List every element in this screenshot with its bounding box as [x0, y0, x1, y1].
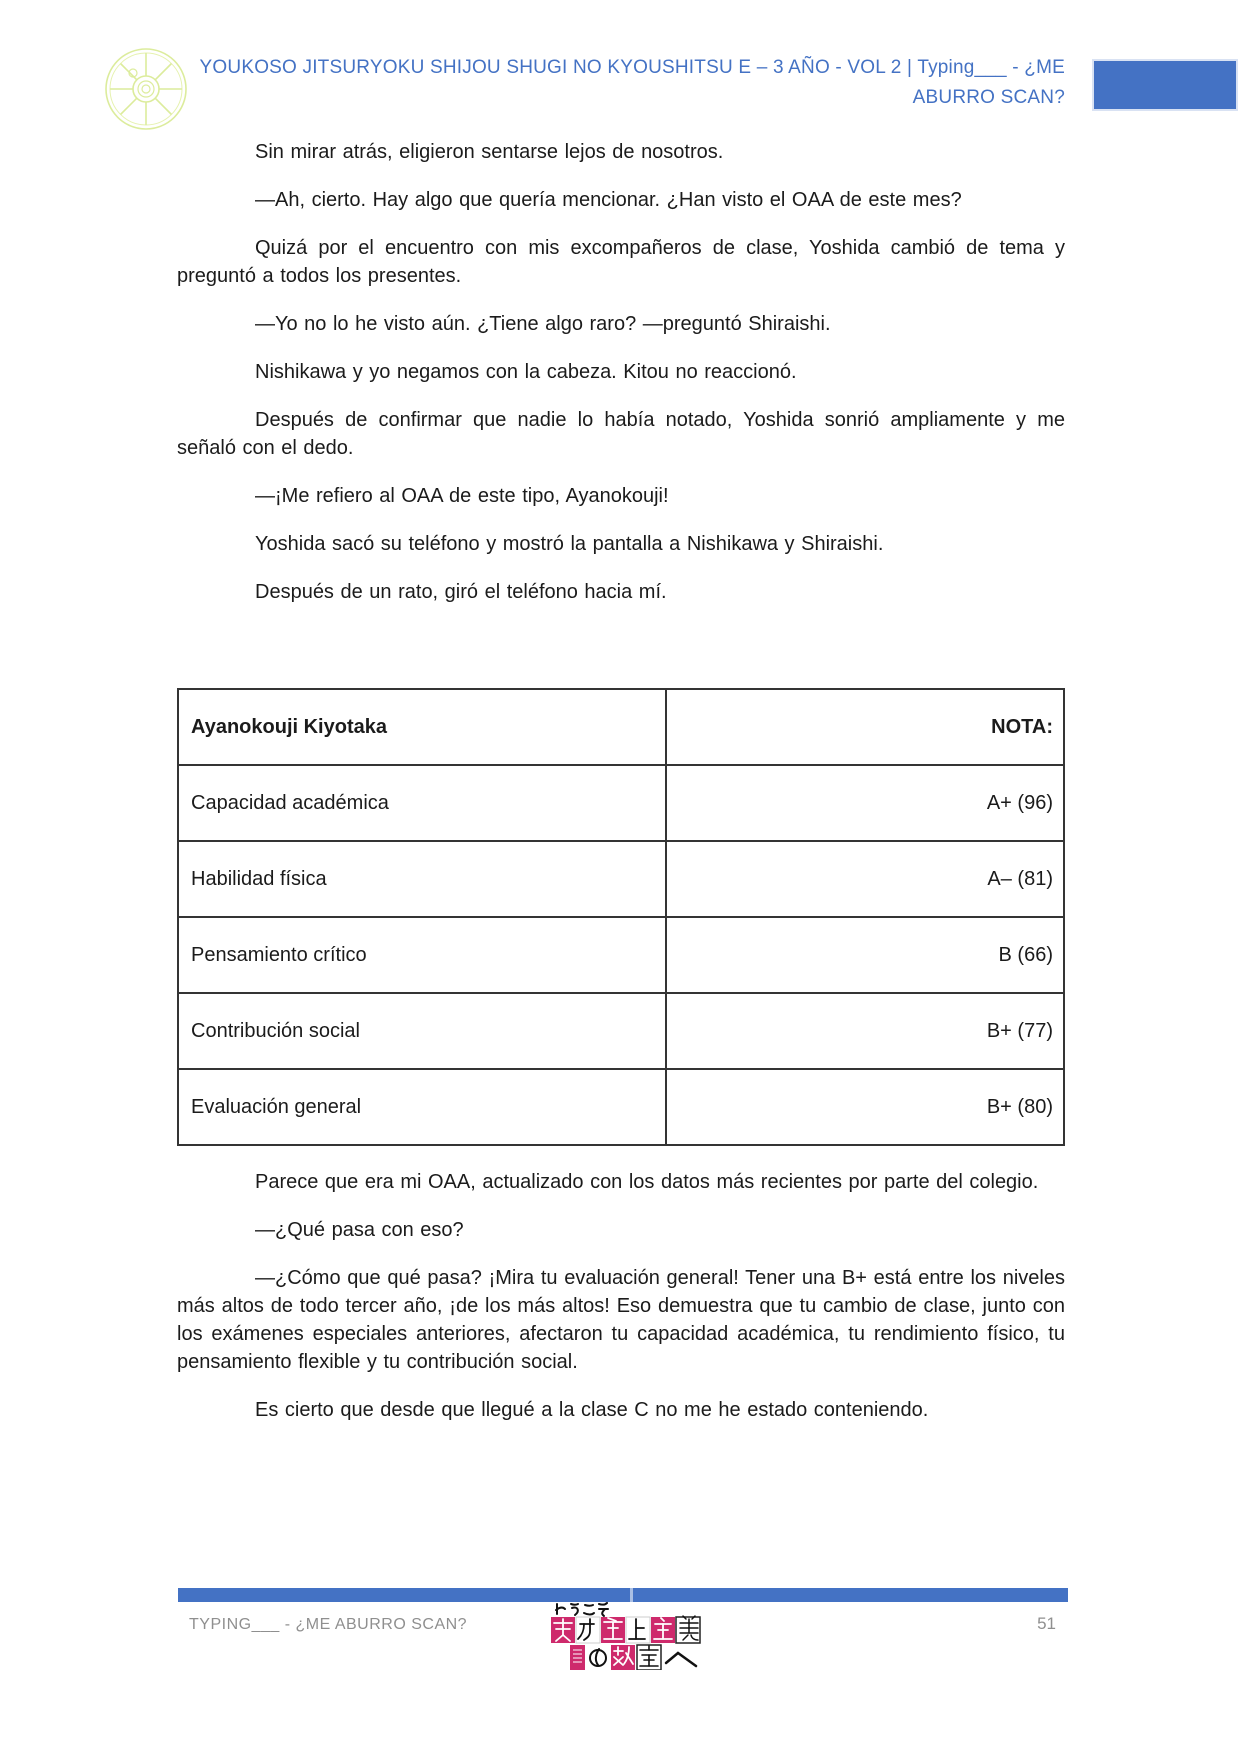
paragraph: —Ah, cierto. Hay algo que quería mencionar. ¿Han visto el OAA de este mes? [255, 189, 962, 211]
paragraph: —¿Cómo que qué pasa? ¡Mira tu evaluación general! Tener una B+ está entre los niveles más altos de todo tercer año, ¡de los más altos! Eso demuestra que tu cambio de clase, junto con los exámenes especiales anteriores, afectaron tu capacidad académica, tu rendimiento físico, tu pensamiento flexible y tu contribución social. [177, 1267, 1065, 1373]
oaa-table [177, 688, 1065, 1146]
header-accent-rectangle [1092, 59, 1238, 111]
scan-wheel-logo-icon [103, 46, 189, 132]
paragraph: —Yo no lo he visto aún. ¿Tiene algo raro? —preguntó Shiraishi. [255, 313, 831, 335]
category-cell: Contribución social [178, 993, 666, 1069]
column-header-name: Ayanokouji Kiyotaka [178, 689, 666, 765]
paragraph: Parece que era mi OAA, actualizado con los datos más recientes por parte del colegio. [255, 1171, 1039, 1193]
grade-cell: A– (81) [666, 841, 1064, 917]
paragraphs-after-table [177, 1168, 1065, 1424]
paragraph: Después de un rato, giró el teléfono hacia mí. [255, 581, 667, 603]
grade-cell: A+ (96) [666, 765, 1064, 841]
table-row [178, 1069, 1064, 1145]
paragraph: Después de confirmar que nadie lo había notado, Yoshida sonrió ampliamente y me señaló con el dedo. [177, 409, 1065, 459]
body-text [177, 138, 1065, 1444]
category-cell: Habilidad física [178, 841, 666, 917]
table-row [178, 993, 1064, 1069]
page-number: 51 [1037, 1614, 1056, 1633]
paragraph: Es cierto que desde que llegué a la clase C no me he estado conteniendo. [255, 1399, 929, 1421]
table-row [178, 841, 1064, 917]
category-cell: Pensamiento crítico [178, 917, 666, 993]
table-header-row [178, 689, 1064, 765]
category-cell: Evaluación general [178, 1069, 666, 1145]
table-row [178, 765, 1064, 841]
paragraph: Nishikawa y yo negamos con la cabeza. Kitou no reaccionó. [255, 361, 797, 383]
header-title-line1: YOUKOSO JITSURYOKU SHIJOU SHUGI NO KYOUSHITSU E – 3 AÑO - VOL 2 | Typing___ - ¿ME [199, 57, 1065, 78]
page-header-title [185, 53, 1065, 113]
footer-credit-text: TYPING___ - ¿ME ABURRO SCAN? [189, 1616, 468, 1633]
grade-cell: B (66) [666, 917, 1064, 993]
paragraph: —¡Me refiero al OAA de este tipo, Ayanokouji! [255, 485, 669, 507]
paragraph: —¿Qué pasa con eso? [255, 1219, 464, 1241]
table-row [178, 917, 1064, 993]
paragraph: Sin mirar atrás, eligieron sentarse lejos de nosotros. [255, 141, 724, 163]
grade-cell: B+ (77) [666, 993, 1064, 1069]
column-header-nota: NOTA: [666, 689, 1064, 765]
grade-cell: B+ (80) [666, 1069, 1064, 1145]
footer-divider-bar [178, 1588, 1068, 1602]
paragraph: Quizá por el encuentro con mis excompañeros de clase, Yoshida cambió de tema y preguntó a todos los presentes. [177, 237, 1065, 287]
footer-bar-seam [630, 1588, 633, 1602]
paragraph: Yoshida sacó su teléfono y mostró la pantalla a Nishikawa y Shiraishi. [255, 533, 884, 555]
paragraphs-before-table [177, 138, 1065, 606]
category-cell: Capacidad académica [178, 765, 666, 841]
header-title-line2: ABURRO SCAN? [912, 87, 1065, 108]
series-logo-icon [550, 1602, 702, 1670]
